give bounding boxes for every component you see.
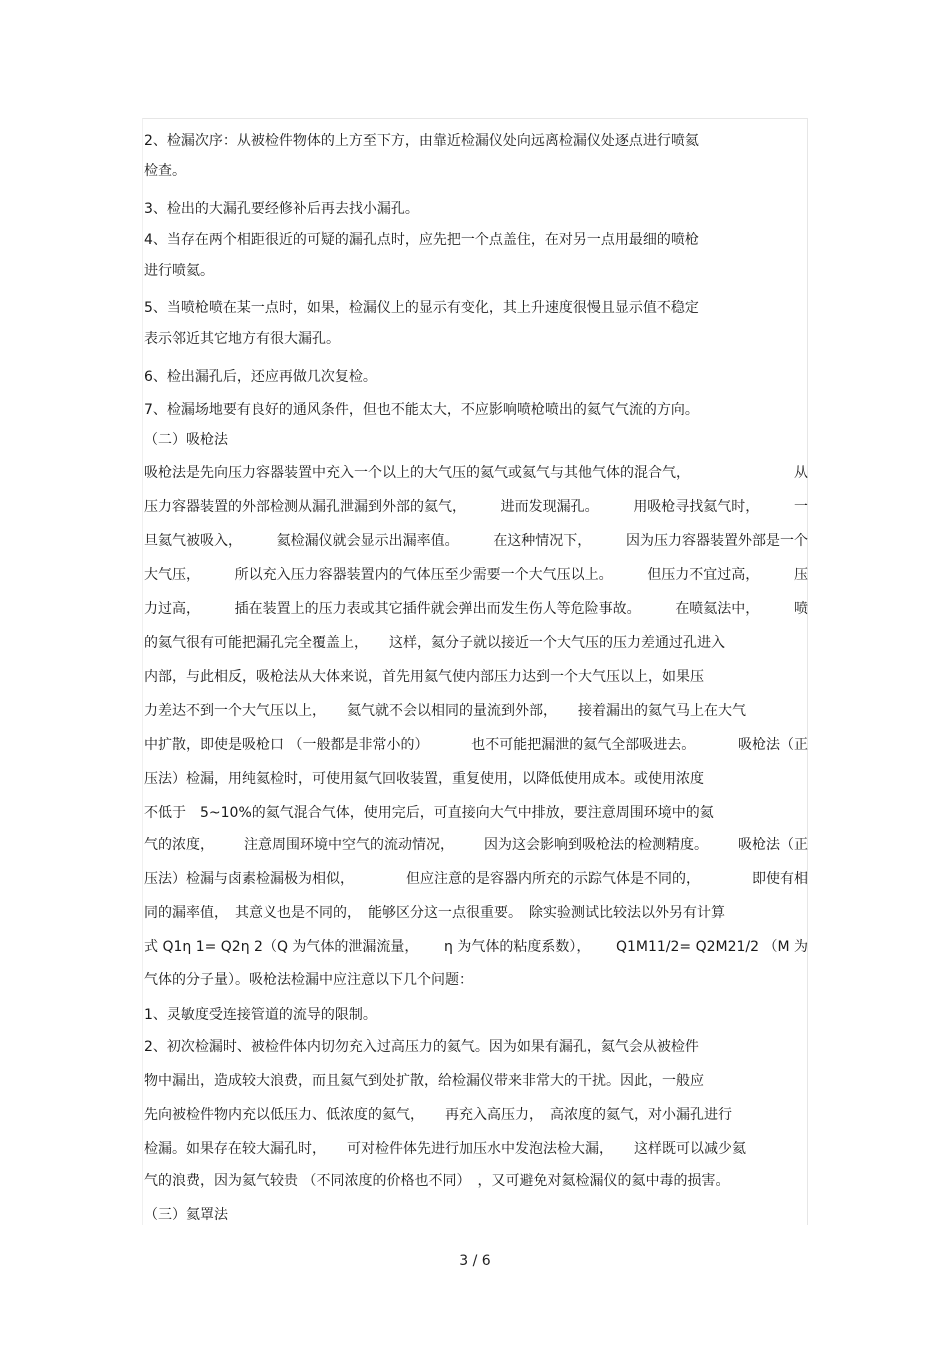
text-line: 同的漏率值， 其意义也是不同的， 能够区分这一点很重要。 除实验测试比较法以外另有计算 <box>144 905 725 921</box>
text-line: 1、灵敏度受连接管道的流导的限制。 <box>144 1007 377 1023</box>
text-line: （二）吸枪法 <box>144 432 228 448</box>
text-line: 物中漏出，造成较大浪费，而且氦气到处扩散，给检漏仪带来非常大的干扰。因此，一般应 <box>144 1073 704 1089</box>
text-segment: η 为气体的粘度系数）， <box>444 939 591 955</box>
text-line: 的氦气很有可能把漏孔完全覆盖上， 这样，氦分子就以接近一个大气压的压力差通过孔进入 <box>144 635 725 651</box>
text-line: 先向被检件物内充以低压力、低浓度的氦气， 再充入高压力， 高浓度的氦气，对小漏孔进行 <box>144 1107 732 1123</box>
text-line: 检漏。如果存在较大漏孔时， 可对检件体先进行加压水中发泡法检大漏， 这样既可以减少氦 <box>144 1141 746 1157</box>
text-line: 进行喷氦。 <box>144 263 214 279</box>
text-line <box>144 937 808 957</box>
text-segment: 吸枪法（正 <box>738 837 808 853</box>
text-line: 2、检漏次序：从被检件物体的上方至下方，由靠近检漏仪处向远离检漏仪处逐点进行喷氦 <box>144 133 699 149</box>
text-segment: 大气压， <box>144 567 200 583</box>
text-segment: 吸枪法（正 <box>737 737 808 753</box>
text-line: 不低于 5~10%的氦气混合气体，使用完后，可直接向大气中排放，要注意周围环境中的氦 <box>144 805 714 821</box>
text-segment: 氦检漏仪就会显示出漏率值。 <box>276 533 459 549</box>
text-segment: 用吸枪寻找氦气时， <box>633 499 760 515</box>
text-segment: 注意周围环境中空气的流动情况， <box>244 837 454 853</box>
text-segment: 吸枪法是先向压力容器装置中充入一个以上的大气压的氦气或氦气与其他气体的混合气， <box>144 465 690 481</box>
text-segment: 喷 <box>793 601 808 617</box>
text-line <box>144 463 808 483</box>
text-segment: 也不可能把漏泄的氦气全部吸进去。 <box>471 737 696 753</box>
text-segment: 旦氦气被吸入， <box>144 533 242 549</box>
text-line: （三）氦罩法 <box>144 1207 228 1223</box>
text-segment: 但应注意的是容器内所充的示踪气体是不同的， <box>406 871 700 887</box>
text-line: 压法）检漏，用纯氦检时，可使用氦气回收装置，重复使用，以降低使用成本。或使用浓度 <box>144 771 704 787</box>
page-number: 3 / 6 <box>459 1253 491 1269</box>
text-line: 力差达不到一个大气压以上， 氦气就不会以相同的量流到外部， 接着漏出的氦气马上在大气 <box>144 703 746 719</box>
text-segment: 在喷氦法中， <box>675 601 760 617</box>
text-segment: 压法）检漏与卤素检漏极为相似， <box>144 871 354 887</box>
text-segment: 所以充入压力容器装置内的气体压至少需要一个大气压以上。 <box>234 567 613 583</box>
text-line <box>144 869 808 889</box>
text-segment: 因为这会影响到吸枪法的检测精度。 <box>484 837 708 853</box>
text-line: 2、初次检漏时、被检件体内切勿充入过高压力的氦气。因为如果有漏孔，氦气会从被检件 <box>144 1039 699 1055</box>
text-line: 内部，与此相反，吸枪法从大体来说，首先用氦气使内部压力达到一个大气压以上，如果压 <box>144 669 704 685</box>
text-segment: Q1M11/2= Q2M21/2 （M 为 <box>615 939 808 955</box>
text-segment: 但压力不宜过高， <box>647 567 760 583</box>
text-line: 7、检漏场地要有良好的通风条件，但也不能太大，不应影响喷枪喷出的氦气气流的方向。 <box>144 402 699 418</box>
text-line <box>144 565 808 585</box>
text-segment: 进而发现漏孔。 <box>500 499 599 515</box>
text-line: 气体的分子量）。吸枪法检漏中应注意以下几个问题： <box>144 972 473 988</box>
text-segment: 压力容器装置的外部检测从漏孔泄漏到外部的氦气， <box>144 499 466 515</box>
text-line: 6、检出漏孔后，还应再做几次复检。 <box>144 369 377 385</box>
text-segment: 气的浓度， <box>144 837 214 853</box>
text-segment: 从 <box>794 465 808 481</box>
text-segment: 一 <box>793 499 808 515</box>
text-line: 气的浪费，因为氦气较贵 （不同浓度的价格也不同） ，又可避免对氦检漏仪的氦中毒的损害。 <box>144 1173 730 1189</box>
text-segment: 中扩散，即使是吸枪口 （一般都是非常小的） <box>144 737 429 753</box>
text-segment: 插在装置上的压力表或其它插件就会弹出而发生伤人等危险事故。 <box>234 601 641 617</box>
text-line <box>144 835 808 855</box>
text-segment: 压 <box>793 567 808 583</box>
text-line: 5、当喷枪喷在某一点时，如果，检漏仪上的显示有变化，其上升速度很慢且显示值不稳定 <box>144 300 699 316</box>
text-line <box>144 599 808 619</box>
text-line <box>144 497 808 517</box>
text-line <box>144 735 808 755</box>
text-line: 检查。 <box>144 163 186 179</box>
text-line: 3、检出的大漏孔要经修补后再去找小漏孔。 <box>144 201 419 217</box>
text-line: 表示邻近其它地方有很大漏孔。 <box>144 331 340 347</box>
text-segment: 力过高， <box>144 601 200 617</box>
text-line: 4、当存在两个相距很近的可疑的漏孔点时，应先把一个点盖住，在对另一点用最细的喷枪 <box>144 232 699 248</box>
text-segment: 式 Q1η 1= Q2η 2（Q 为气体的泄漏流量， <box>144 939 419 955</box>
text-segment: 因为压力容器装置外部是一个 <box>625 533 808 549</box>
text-line <box>144 531 808 551</box>
text-segment: 即使有相 <box>752 871 808 887</box>
text-segment: 在这种情况下， <box>493 533 592 549</box>
